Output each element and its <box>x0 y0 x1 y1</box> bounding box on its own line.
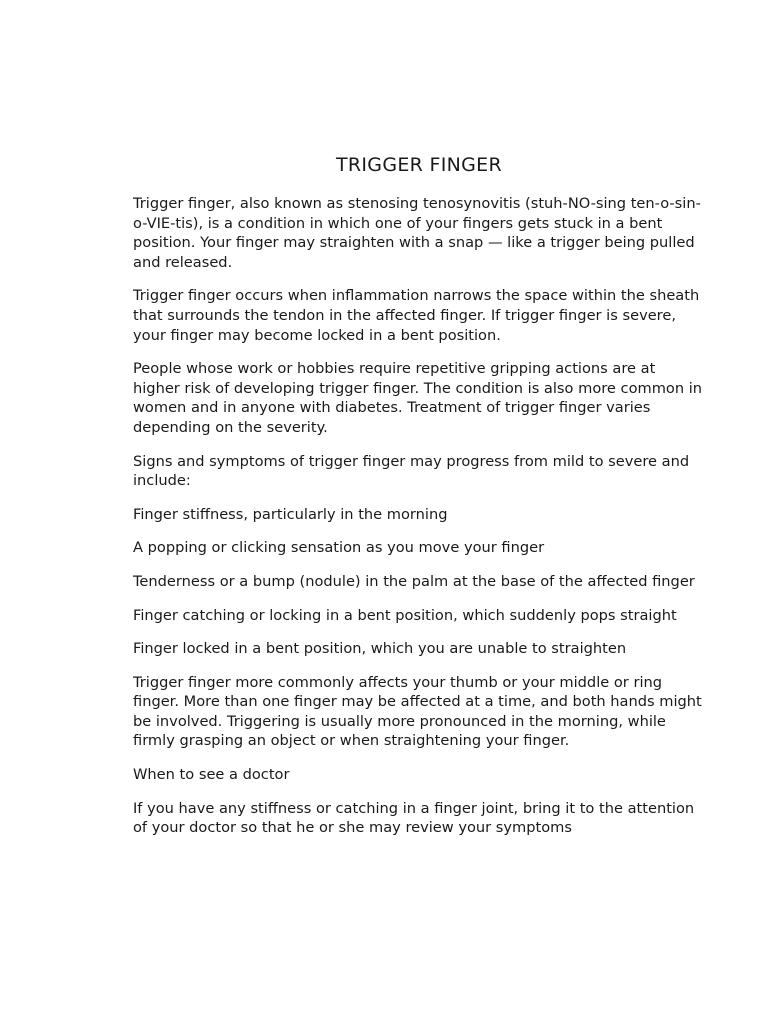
document-title: TRIGGER FINGER <box>336 154 502 176</box>
paragraph-doctor: If you have any stiffness or catching in a finger joint, bring it to the attention of your doctor so that he or she may review your symptoms <box>133 799 695 837</box>
paragraph-symptoms-intro: Signs and symptoms of trigger finger may progress from mild to severe and include: <box>133 452 690 490</box>
symptom-locked: Finger locked in a bent position, which you are unable to straighten <box>133 640 627 658</box>
document-body <box>133 194 705 852</box>
paragraph-intro: Trigger finger, also known as stenosing tenosynovitis (stuh-NO-sing ten-o-sin-o-VIE-tis), is a condition in which one of your fingers gets stuck in a bent position. Your finger may straighten with a snap — like a trigger being pulled and released. <box>133 195 701 271</box>
symptom-tenderness: Tenderness or a bump (nodule) in the palm at the base of the affected finger <box>133 572 695 590</box>
paragraph-affected-fingers: Trigger finger more commonly affects your thumb or your middle or ring finger. More than one finger may be affected at a time, and both hands might be involved. Triggering is usually more pronounced in the morning, while firmly grasping an object or when straightening your finger. <box>133 673 702 750</box>
paragraph-risk: People whose work or hobbies require repetitive gripping actions are at higher risk of developing trigger finger. The condition is also more common in women and in anyone with diabetes. Treatment of trigger finger varies depending on the severity. <box>133 360 703 436</box>
section-heading-doctor: When to see a doctor <box>133 766 290 784</box>
symptom-catching: Finger catching or locking in a bent position, which suddenly pops straight <box>133 606 677 624</box>
symptom-stiffness: Finger stiffness, particularly in the morning <box>133 505 448 523</box>
paragraph-cause: Trigger finger occurs when inflammation narrows the space within the sheath that surrounds the tendon in the affected finger. If trigger finger is severe, your finger may become locked in a bent position. <box>133 287 700 344</box>
symptom-popping: A popping or clicking sensation as you move your finger <box>133 539 545 557</box>
